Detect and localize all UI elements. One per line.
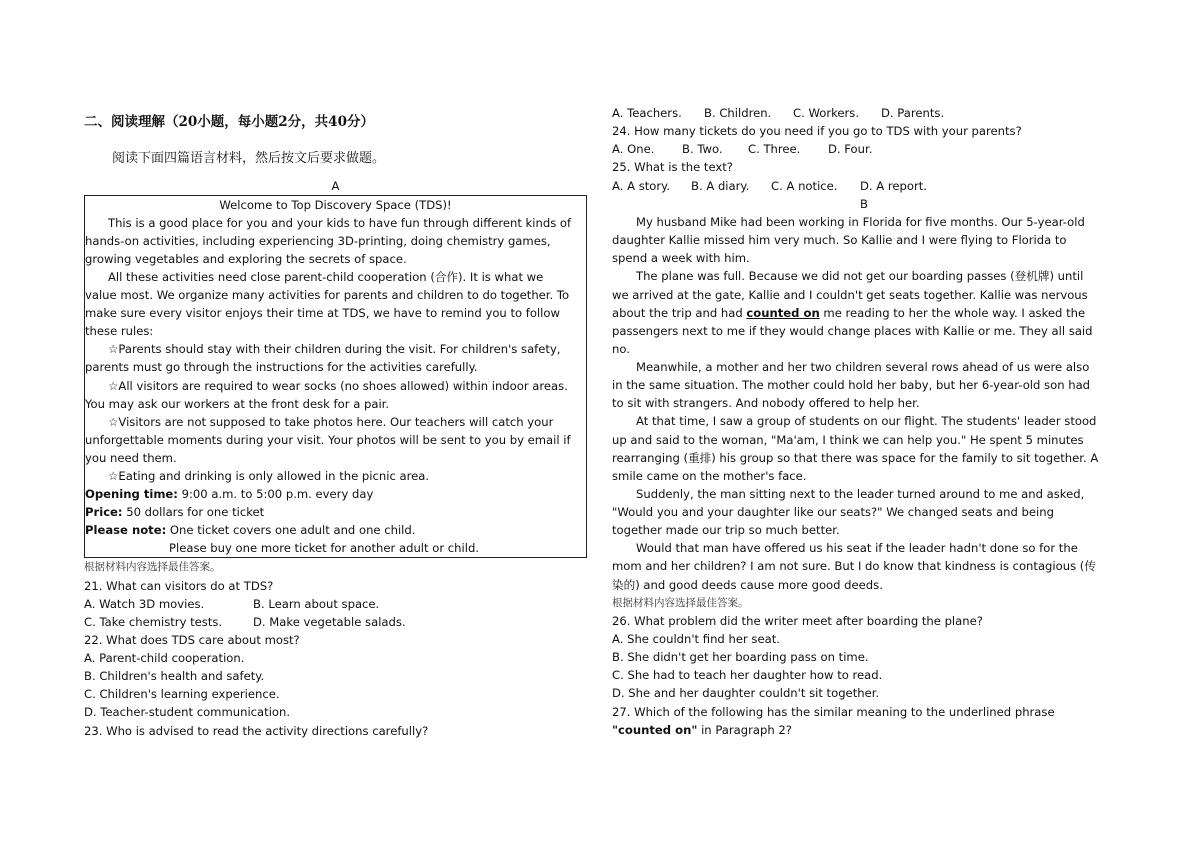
rule-line: parents must go through the instructions for the activities carefully. — [85, 360, 478, 374]
option-24a: A. One. — [612, 142, 655, 156]
option-22a: A. Parent-child cooperation. — [84, 651, 245, 665]
passage-b-line: mom and her children? I am not sure. But I do know that kindness is contagious (传 — [612, 559, 1096, 573]
option-24c: C. Three. — [748, 142, 801, 156]
question-27-line2 — [612, 721, 792, 739]
passage-a-line: these rules: — [85, 324, 154, 338]
question-24: 24. How many tickets do you need if you go to TDS with your parents? — [612, 124, 1022, 138]
passage-b-line: up and said to the woman, "Ma'am, I think we can help you." He spent 5 minutes — [612, 433, 1084, 447]
question-27: 27. Which of the following has the similar meaning to the underlined phrase — [612, 705, 1055, 719]
option-26c: C. She had to teach her daughter how to read. — [612, 668, 883, 682]
rule-line: ☆Eating and drinking is only allowed in the picnic area. — [108, 469, 430, 483]
choose-instruction-b: 根据材料内容选择最佳答案。 — [612, 597, 749, 609]
passage-a-title: Welcome to Top Discovery Space (TDS)! — [219, 198, 452, 212]
passage-b-line: passengers next to me if they would change places with Kallie or me. They all said — [612, 324, 1093, 338]
passage-a-line: hands-on activities, including experiencing 3D-printing, doing chemistry games, — [85, 234, 551, 248]
question-23: 23. Who is advised to read the activity directions carefully? — [84, 724, 429, 738]
question-22: 22. What does TDS care about most? — [84, 633, 300, 647]
option-21b: B. Learn about space. — [253, 597, 380, 611]
passage-a-label: A — [331, 179, 340, 193]
passage-b-line: together made our trip so much better. — [612, 523, 840, 537]
price-value: 50 dollars for one ticket — [122, 505, 265, 519]
option-25d: D. A report. — [860, 179, 928, 193]
quoted-phrase: "counted on" — [612, 723, 698, 737]
option-21a: A. Watch 3D movies. — [84, 597, 205, 611]
option-21c: C. Take chemistry tests. — [84, 615, 223, 629]
option-21d: D. Make vegetable salads. — [253, 615, 406, 629]
passage-b-line: Would that man have offered us his seat if the leader hadn't done so for the — [636, 541, 1078, 555]
please-note — [85, 521, 415, 539]
passage-b-line: At that time, I saw a group of students on our flight. The students' leader stood — [636, 414, 1097, 428]
opening-time-label: Opening time: — [85, 487, 178, 501]
text-fragment: about the trip and had — [612, 306, 747, 320]
rule-line: ☆All visitors are required to wear socks (no shoes allowed) within indoor areas. — [108, 379, 568, 393]
text-fragment: me reading to her the whole way. I asked the — [819, 306, 1086, 320]
passage-b-line: smile came on the mother's face. — [612, 469, 807, 483]
question-26: 26. What problem did the writer meet after boarding the plane? — [612, 614, 983, 628]
rule-line: you need them. — [85, 451, 177, 465]
please-note-label: Please note: — [85, 523, 167, 537]
option-23d: D. Parents. — [881, 106, 945, 120]
passage-b-line: we arrived at the gate, Kallie and I couldn't get seats together. Kallie was nervous — [612, 288, 1088, 302]
option-24d: D. Four. — [828, 142, 873, 156]
text-fragment: in Paragraph 2? — [697, 723, 792, 737]
opening-time — [85, 485, 373, 503]
passage-b-line: spend a week with him. — [612, 251, 750, 265]
rule-line: unforgettable moments during your visit. Your photos will be sent to you by email if — [85, 433, 571, 447]
underlined-phrase: counted on — [746, 306, 820, 320]
option-22c: C. Children's learning experience. — [84, 687, 280, 701]
option-23b: B. Children. — [704, 106, 772, 120]
passage-b-line: daughter Kallie missed him very much. So Kallie and I were flying to Florida to — [612, 233, 1067, 247]
rule-line: ☆Visitors are not supposed to take photos here. Our teachers will catch your — [108, 415, 554, 429]
passage-b-line: My husband Mike had been working in Florida for five months. Our 5-year-old — [636, 215, 1085, 229]
price-label: Price: — [85, 505, 123, 519]
option-23a: A. Teachers. — [612, 106, 682, 120]
opening-time-value: 9:00 a.m. to 5:00 p.m. every day — [177, 487, 374, 501]
price — [85, 503, 264, 521]
passage-b-line: in the same situation. The mother could hold her baby, but her 6-year-old son had — [612, 378, 1091, 392]
option-26b: B. She didn't get her boarding pass on time. — [612, 650, 869, 664]
passage-b-line: no. — [612, 342, 630, 356]
section-heading: 二、阅读理解（20小题，每小题2分，共40分） — [84, 114, 374, 130]
question-21: 21. What can visitors do at TDS? — [84, 579, 274, 593]
passage-a-line: All these activities need close parent-child cooperation (合作). It is what we — [108, 270, 544, 284]
option-24b: B. Two. — [682, 142, 723, 156]
passage-b-line: Meanwhile, a mother and her two children several rows ahead of us were also — [636, 360, 1090, 374]
option-23c: C. Workers. — [793, 106, 860, 120]
passage-b-line: to sit with strangers. And nobody offered to help her. — [612, 396, 920, 410]
question-25: 25. What is the text? — [612, 160, 733, 174]
option-25c: C. A notice. — [771, 179, 838, 193]
rule-line: You may ask our workers at the front desk for a pair. — [85, 397, 390, 411]
passage-b-label: B — [860, 197, 868, 211]
please-note-line2: Please buy one more ticket for another adult or child. — [169, 541, 480, 555]
option-22d: D. Teacher-student communication. — [84, 705, 291, 719]
passage-b-line: 染的) and good deeds cause more good deeds. — [612, 578, 883, 592]
option-25a: A. A story. — [612, 179, 671, 193]
passage-b-line: rearranging (重排) his group so that there was space for the family to sit together. A — [612, 451, 1099, 465]
option-22b: B. Children's health and safety. — [84, 669, 265, 683]
option-25b: B. A diary. — [691, 179, 750, 193]
passage-b-line: Suddenly, the man sitting next to the leader turned around to me and asked, — [636, 487, 1085, 501]
passage-b-line: The plane was full. Because we did not get our boarding passes (登机牌) until — [636, 269, 1084, 283]
choose-instruction-a: 根据材料内容选择最佳答案。 — [84, 561, 221, 573]
section-instruction: 阅读下面四篇语言材料，然后按文后要求做题。 — [112, 151, 386, 166]
passage-a-line: make sure every visitor enjoys their time at TDS, we have to remind you to follow — [85, 306, 560, 320]
option-26d: D. She and her daughter couldn't sit together. — [612, 686, 880, 700]
rule-line: ☆Parents should stay with their children during the visit. For children's safety, — [108, 342, 561, 356]
passage-a-line: growing vegetables and exploring the secrets of space. — [85, 252, 407, 266]
passage-b-line: "Would you and your daughter like our seats?" We changed seats and being — [612, 505, 1054, 519]
passage-a-line: value most. We organize many activities for parents and children to do together. To — [85, 288, 570, 302]
passage-a-line: This is a good place for you and your kids to have fun through different kinds of — [108, 216, 572, 230]
passage-b-line — [612, 304, 1085, 322]
please-note-value: One ticket covers one adult and one child. — [166, 523, 416, 537]
option-26a: A. She couldn't find her seat. — [612, 632, 780, 646]
